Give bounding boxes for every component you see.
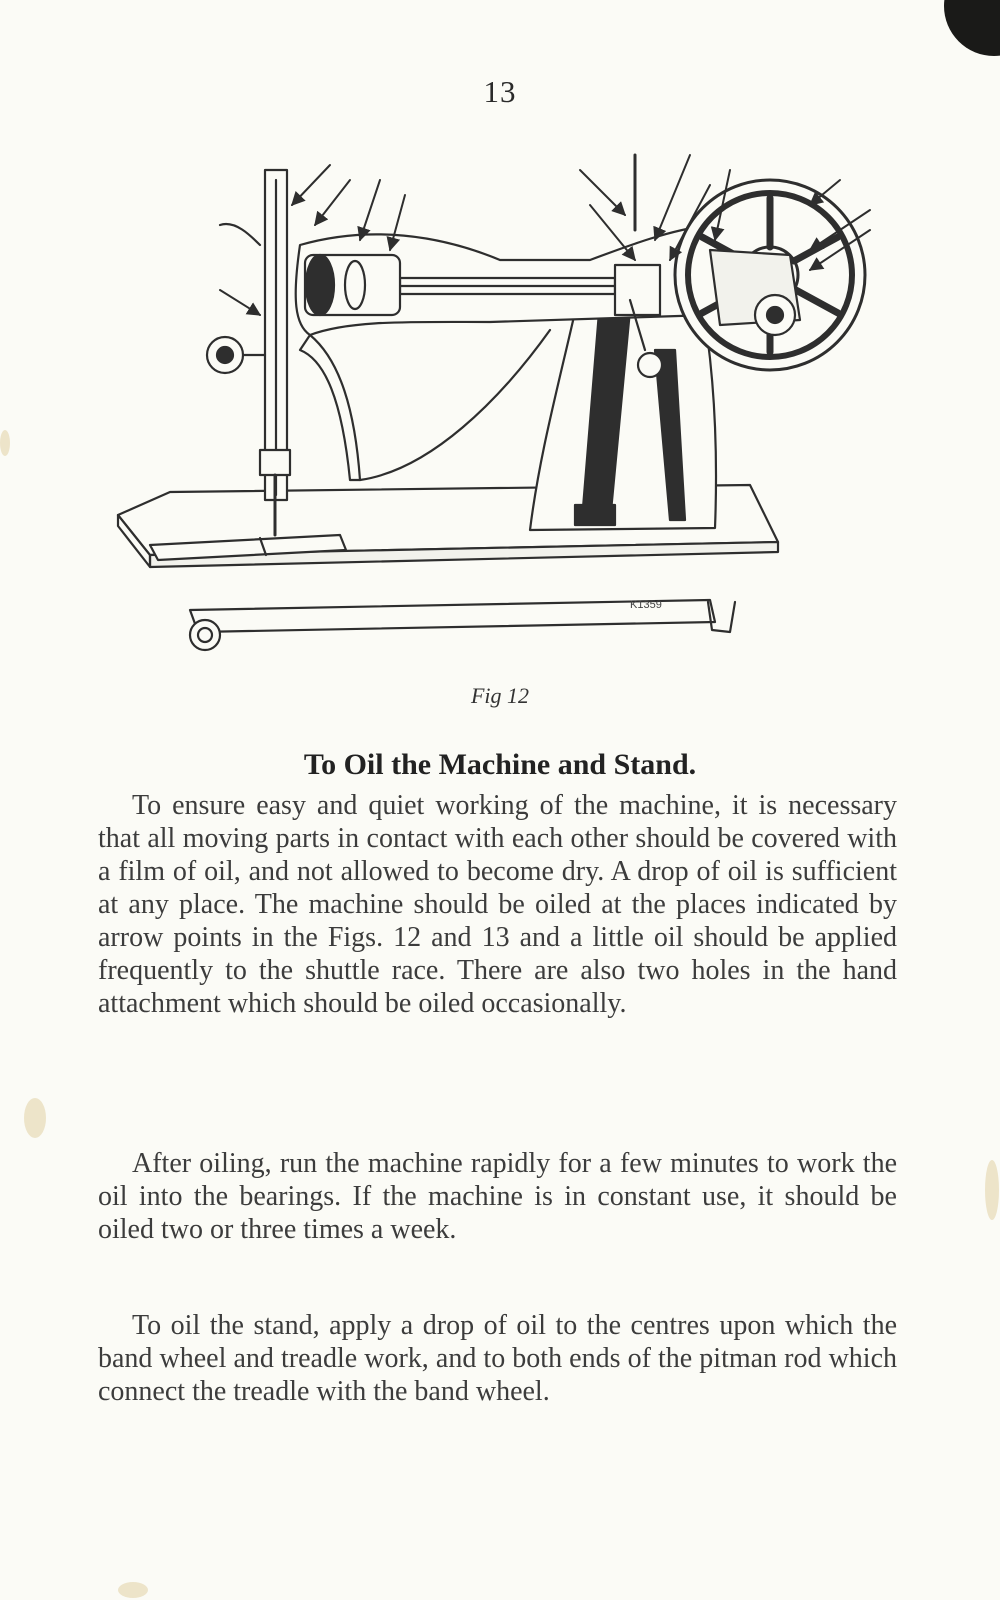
paper-stain [0,430,10,456]
figure-code: K1359 [630,599,662,611]
paper-stain [24,1098,46,1138]
paper-stain [118,1582,148,1598]
page-corner-shadow [944,0,1000,56]
paragraph-oil-stand: To oil the stand, apply a drop of oil to the centres upon which the band wheel and treadle work, and to both ends of the pitman rod which connect the treadle with the band wheel. [98,1310,897,1407]
paragraph-oiling-instructions: To ensure easy and quiet working of the machine, it is necessary that all moving parts in contact with each other should be covered with a film of oil, and not allowed to become dry. A drop of oil is sufficient at any place. The machine should be oiled at the places indicated by arrow points in the Figs. 12 and 13 and a little oil should be applied frequently to the shuttle race. There are also two holes in the hand attachment which should be oiled occasionally. [98,790,897,1019]
section-heading: To Oil the Machine and Stand. [303,748,697,781]
page-number: 13 [483,74,517,109]
sewing-machine-illustration [110,150,890,680]
figure-caption: Fig 12 [470,683,530,708]
paper-stain [985,1160,999,1220]
paragraph-after-oiling: After oiling, run the machine rapidly for a few minutes to work the oil into the bearings. If the machine is in constant use, it should be oiled two or three times a week. [98,1148,897,1245]
